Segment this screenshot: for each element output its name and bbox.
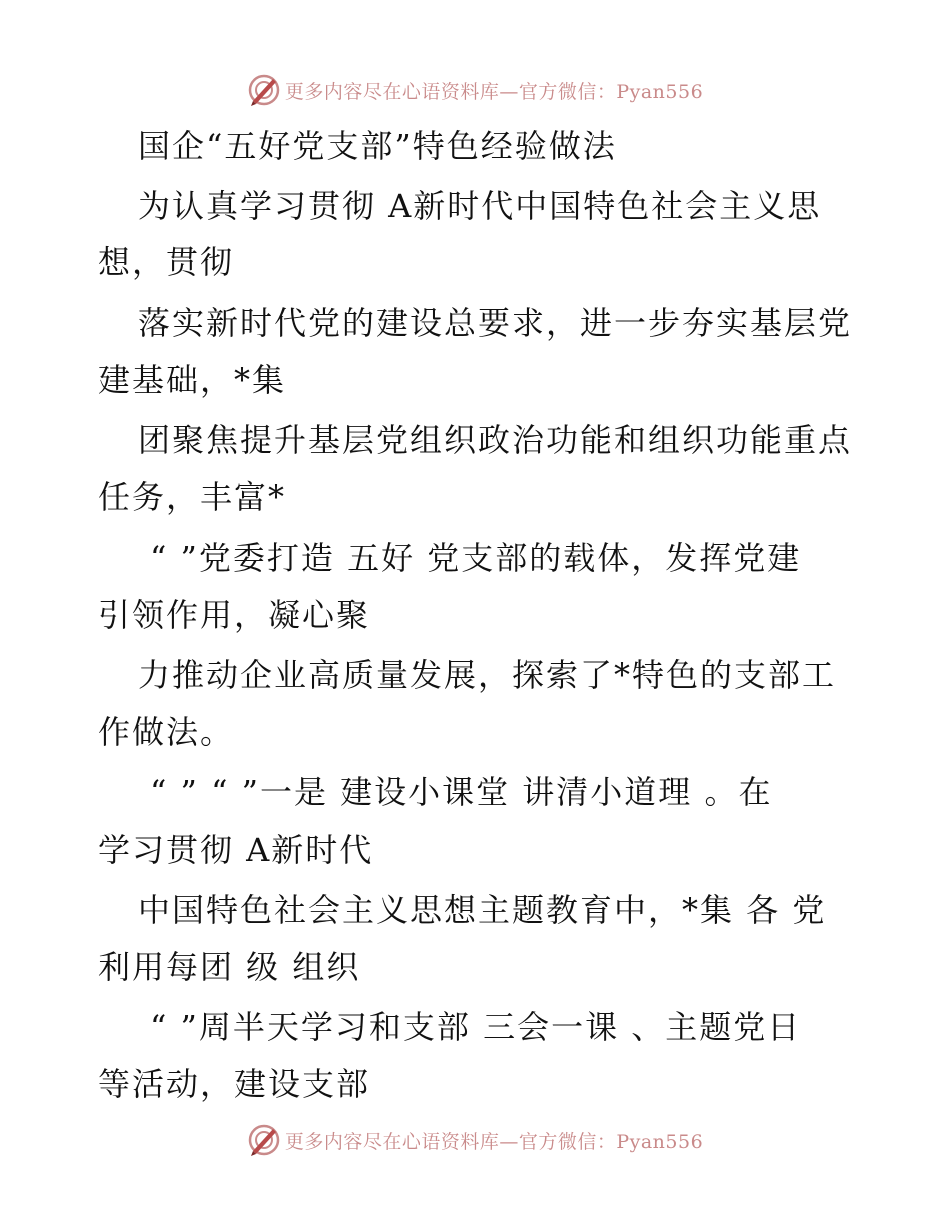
- paragraph-line: 任务，丰富*: [98, 478, 287, 516]
- document-title: 国企“五好党支部”特色经验做法: [138, 127, 617, 165]
- watermark-text: 更多内容尽在心语资料库—官方微信：Pyan556: [284, 1130, 704, 1153]
- paragraph-line: “ ”党委打造 五好 党支部的载体，发挥党建: [150, 539, 802, 577]
- paragraph-line: 等活动，建设支部: [98, 1065, 371, 1103]
- pen-logo-icon: [247, 73, 281, 107]
- footer-watermark: [0, 1120, 950, 1160]
- paragraph-line: 引领作用，凝心聚: [98, 596, 371, 634]
- paragraph-line: 建基础，*集: [98, 361, 287, 399]
- paragraph-line: 利用每团 级 组织: [98, 948, 361, 986]
- paragraph-line: 落实新时代党的建设总要求，进一步夯实基层党: [138, 304, 853, 342]
- paragraph-line: “ ” “ ”一是 建设小课堂 讲清小道理 。在: [150, 773, 773, 811]
- paragraph-line: 力推动企业高质量发展，探索了*特色的支部工: [138, 656, 837, 694]
- paragraph-line: “ ”周半天学习和支部 三会一课 、主题党日: [150, 1008, 802, 1046]
- paragraph-line: 想，贯彻: [98, 243, 235, 281]
- pen-logo-icon: [247, 1123, 281, 1157]
- paragraph-line: 为认真学习贯彻 A新时代中国特色社会主义思: [138, 187, 822, 225]
- paragraph-line: 中国特色社会主义思想主题教育中，*集 各 党: [138, 891, 827, 929]
- paragraph-line: 团聚焦提升基层党组织政治功能和组织功能重点: [138, 421, 853, 459]
- watermark-text: 更多内容尽在心语资料库—官方微信：Pyan556: [284, 80, 704, 103]
- header-watermark: [0, 70, 950, 110]
- paragraph-line: 学习贯彻 A新时代: [98, 831, 374, 869]
- paragraph-line: 作做法。: [98, 713, 235, 751]
